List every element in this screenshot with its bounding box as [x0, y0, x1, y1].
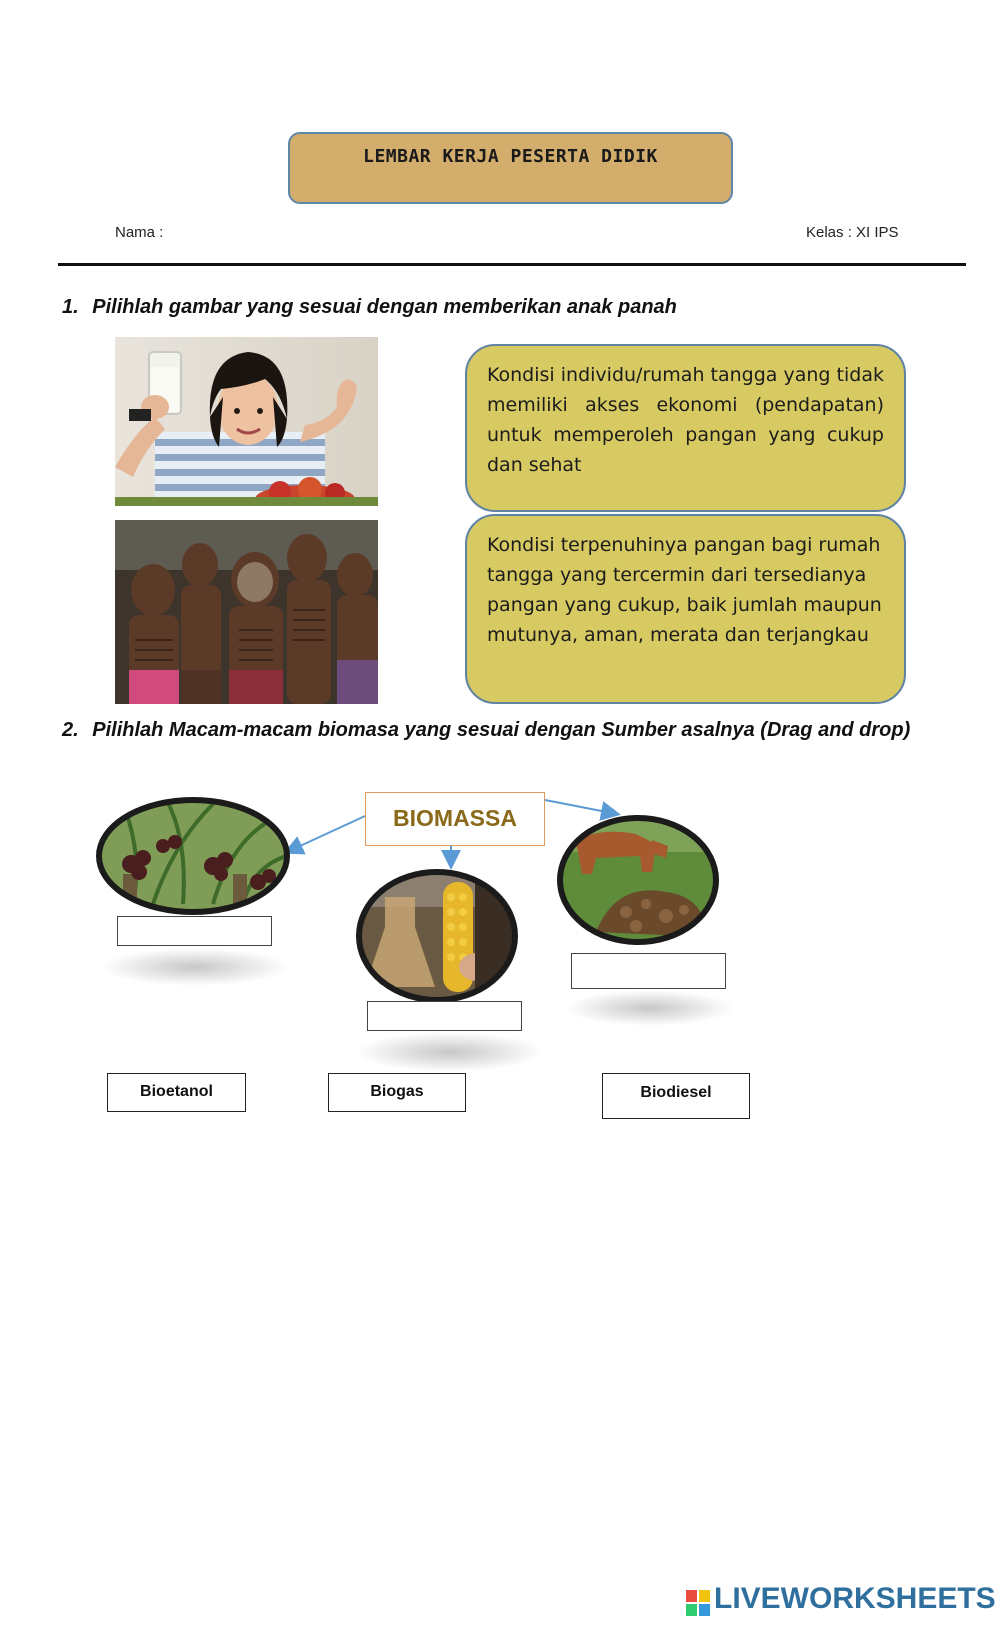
kelas-label: Kelas : XI IPS: [806, 224, 899, 241]
drop-zone-palm[interactable]: [117, 916, 272, 946]
image-cow-manure: [556, 812, 720, 948]
drop-zone-corn-shadow: [355, 1032, 545, 1072]
drop-zone-palm-shadow: [100, 948, 290, 986]
nama-label: Nama :: [115, 224, 164, 241]
question-2-number: 2.: [62, 719, 79, 741]
question-1-number: 1.: [62, 296, 79, 318]
callout-statement-2[interactable]: Kondisi terpenuhinya pangan bagi rumah tangga yang tercermin dari tersedianya pangan yang cukup, baik jumlah maupun mutunya, aman, merata dan terjangkau: [465, 514, 906, 704]
question-2-text: Pilihlah Macam-macam biomasa yang sesuai dengan Sumber asalnya (Drag and drop): [92, 719, 911, 741]
biomassa-box: BIOMASSA: [365, 792, 545, 846]
option-biogas[interactable]: Biogas: [328, 1073, 466, 1112]
option-biodiesel[interactable]: Biodiesel: [602, 1073, 750, 1119]
image-palm-oil-fruit: [93, 794, 293, 918]
image-corn-ethanol: [355, 867, 519, 1005]
drop-zone-manure-shadow: [565, 990, 735, 1026]
liveworksheets-logo-icon: [686, 1590, 710, 1616]
drop-zone-manure[interactable]: [571, 953, 726, 989]
drop-zone-corn[interactable]: [367, 1001, 522, 1031]
arrow-to-palm: [287, 816, 365, 852]
liveworksheets-logo-text: LIVEWORKSHEETS: [714, 1582, 996, 1615]
liveworksheets-logo[interactable]: [686, 1582, 996, 1622]
question-1-text: Pilihlah gambar yang sesuai dengan memberikan anak panah: [92, 296, 677, 318]
worksheet-title: LEMBAR KERJA PESERTA DIDIK: [363, 146, 658, 167]
callout-statement-1[interactable]: Kondisi individu/rumah tangga yang tidak memiliki akses ekonomi (pendapatan) untuk memperoleh pangan yang cukup dan sehat: [465, 344, 906, 512]
option-bioetanol[interactable]: Bioetanol: [107, 1073, 246, 1112]
